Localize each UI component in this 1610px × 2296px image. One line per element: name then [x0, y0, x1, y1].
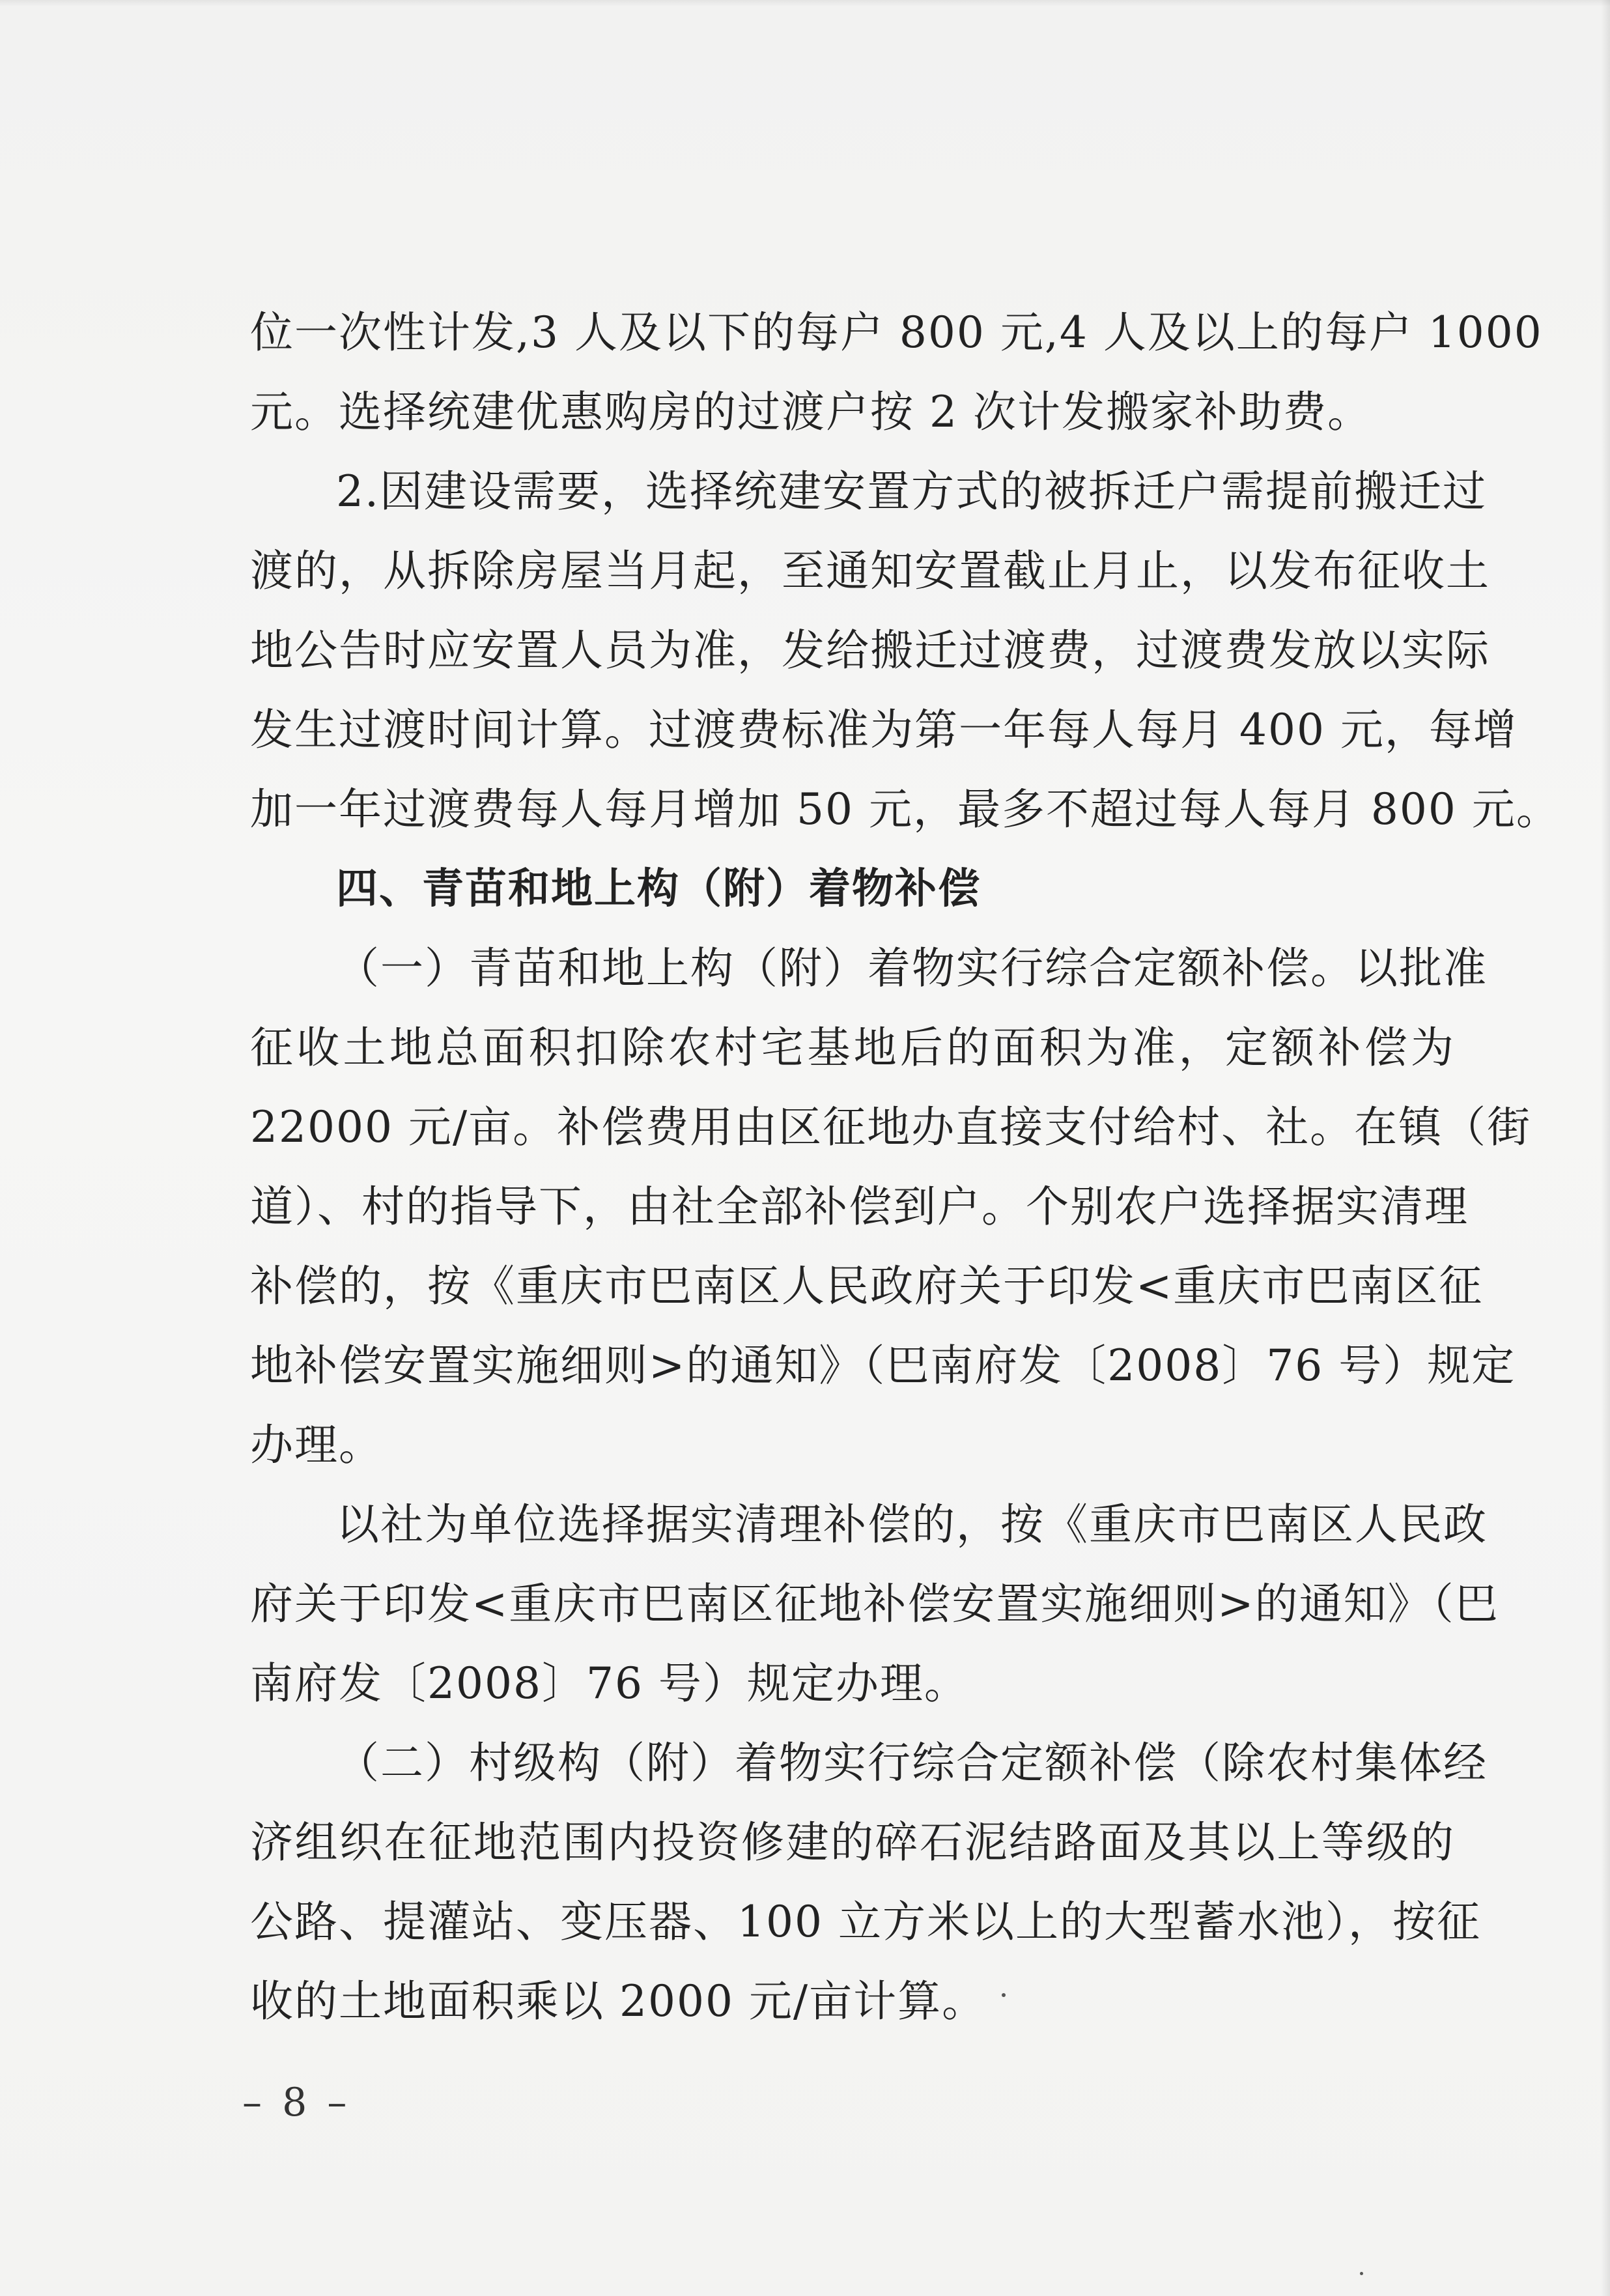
text-line: 济组织在征地范围内投资修建的碎石泥结路面及其以上等级的: [250, 1817, 1455, 1867]
scan-speck: [1360, 2272, 1363, 2275]
document-body: [250, 293, 1561, 2052]
text-line: （二）村级构（附）着物实行综合定额补偿（除农村集体经: [336, 1738, 1488, 1788]
text-line: 位一次性计发,3 人及以下的每户 800 元,4 人及以上的每户 1000: [250, 307, 1543, 358]
page-number: – 8 –: [242, 2080, 351, 2125]
text-line: 元。选择统建优惠购房的过渡户按 2 次计发搬家补助费。: [250, 387, 1372, 437]
text-line: 22000 元/亩。补偿费用由区征地办直接支付给村、社。在镇（街: [250, 1102, 1532, 1152]
text-line: 办理。: [250, 1420, 383, 1470]
text-line: 收的土地面积乘以 2000 元/亩计算。: [250, 1976, 987, 2026]
text-line: 以社为单位选择据实清理补偿的，按《重庆市巴南区人民政: [336, 1499, 1488, 1550]
text-line: 府关于印发<重庆市巴南区征地补偿安置实施细则>的通知》（巴: [250, 1579, 1499, 1629]
text-line: 补偿的，按《重庆市巴南区人民政府关于印发<重庆市巴南区征: [250, 1261, 1484, 1311]
text-line: 地公告时应安置人员为准，发给搬迁过渡费，过渡费发放以实际: [250, 625, 1490, 675]
text-line: （一）青苗和地上构（附）着物实行综合定额补偿。以批准: [336, 943, 1488, 993]
text-line: 渡的，从拆除房屋当月起，至通知安置截止月止，以发布征收土: [250, 546, 1490, 596]
text-line: 南府发〔2008〕76 号）规定办理。: [250, 1658, 968, 1708]
scan-speck: [1002, 1993, 1006, 1997]
text-line: 公路、提灌站、变压器、100 立方米以上的大型蓄水池），按征: [250, 1897, 1481, 1947]
scan-right-shadow: [1601, 0, 1610, 2296]
text-line: 征收土地总面积扣除农村宅基地后的面积为准，定额补偿为: [250, 1023, 1455, 1073]
scan-top-shadow: [0, 0, 1610, 7]
text-line: 加一年过渡费每人每月增加 50 元，最多不超过每人每月 800 元。: [250, 784, 1561, 834]
section-heading: 四、青苗和地上构（附）着物补偿: [336, 865, 981, 913]
text-line: 2.因建设需要，选择统建安置方式的被拆迁户需提前搬迁过: [336, 466, 1487, 517]
text-line: 发生过渡时间计算。过渡费标准为第一年每人每月 400 元，每增: [250, 705, 1518, 755]
text-line: 道）、村的指导下，由社全部补偿到户。个别农户选择据实清理: [250, 1182, 1469, 1232]
text-line: 地补偿安置实施细则>的通知》（巴南府发〔2008〕76 号）规定: [250, 1340, 1516, 1391]
